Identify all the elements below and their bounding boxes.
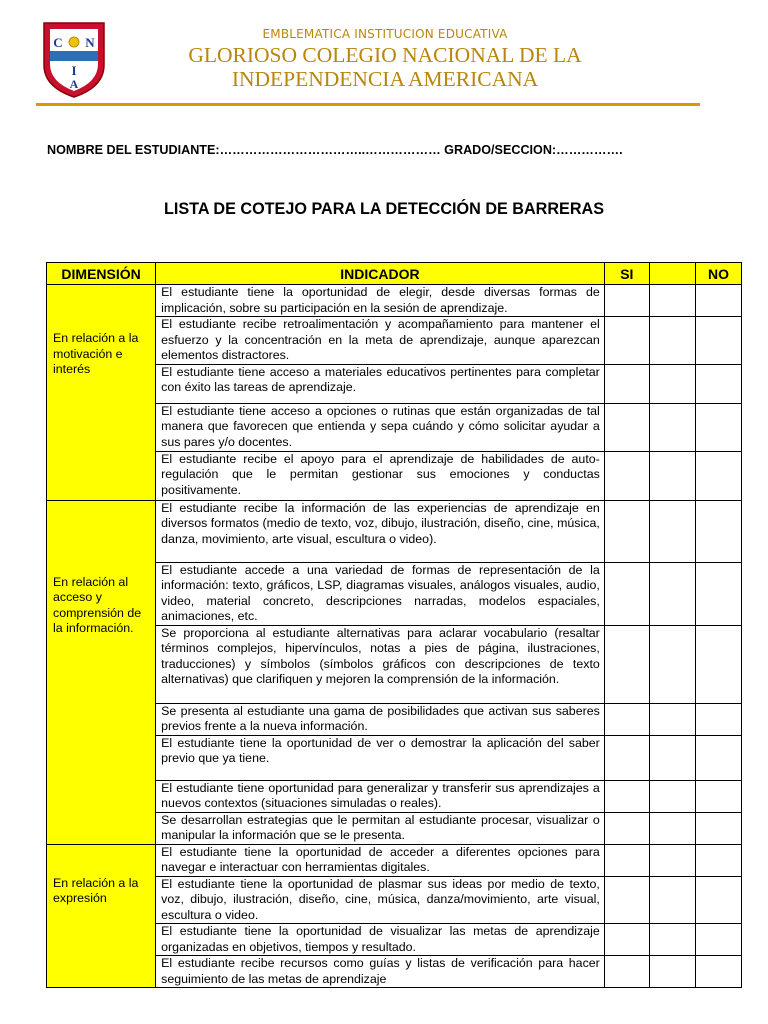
indicator-cell: El estudiante tiene la oportunidad de plasmar sus ideas por medio de texto, voz, dibujo, ilustración, diseño, cine, música, danza/movimiento, arte visual, escultura o video.: [156, 876, 605, 924]
no-checkbox-cell[interactable]: [695, 562, 741, 625]
blank-checkbox-cell[interactable]: [649, 451, 695, 500]
indicator-cell: Se presenta al estudiante una gama de posibilidades que activan sus saberes previos frente a la nueva información.: [156, 703, 605, 735]
blank-checkbox-cell[interactable]: [649, 562, 695, 625]
no-checkbox-cell[interactable]: [695, 500, 741, 562]
checklist-row: [47, 500, 742, 562]
no-checkbox-cell[interactable]: [695, 317, 741, 365]
blank-checkbox-cell[interactable]: [649, 876, 695, 924]
indicator-cell: El estudiante recibe recursos como guías y listas de verificación para hacer seguimiento de las metas de aprendizaje: [156, 956, 605, 988]
checklist-table: [46, 262, 742, 988]
dimension-label: En relación a la motivación e interés: [53, 331, 139, 376]
no-checkbox-cell[interactable]: [695, 703, 741, 735]
no-checkbox-cell[interactable]: [695, 780, 741, 812]
school-title: [120, 43, 650, 91]
si-checkbox-cell[interactable]: [604, 956, 649, 988]
logo-letter-1: C: [53, 35, 63, 50]
si-checkbox-cell[interactable]: [604, 317, 649, 365]
header-divider: [36, 103, 700, 106]
no-checkbox-cell[interactable]: [695, 625, 741, 703]
column-header-blank: [649, 263, 695, 285]
checklist-row: [47, 844, 742, 876]
no-checkbox-cell[interactable]: [695, 735, 741, 780]
indicator-cell: El estudiante tiene oportunidad para generalizar y transferir sus aprendizajes a nuevos contextos (situaciones simuladas o reales).: [156, 780, 605, 812]
indicator-cell: El estudiante tiene la oportunidad de elegir, desde diversas formas de implicación, sobre su participación en la sesión de aprendizaje.: [156, 285, 605, 317]
si-checkbox-cell[interactable]: [604, 364, 649, 403]
blank-checkbox-cell[interactable]: [649, 844, 695, 876]
column-header-si: SI: [604, 263, 649, 285]
no-checkbox-cell[interactable]: [695, 451, 741, 500]
dimension-cell: [47, 500, 156, 844]
dimension-label: En relación al acceso y comprensión de la información.: [53, 574, 142, 635]
si-checkbox-cell[interactable]: [604, 844, 649, 876]
column-header-indicator: INDICADOR: [156, 263, 605, 285]
indicator-cell: El estudiante accede a una variedad de formas de representación de la información: texto, gráficos, LSP, diagramas visuales, análogos visuales, audio, video, material concreto, descripciones narradas, modelos espaciales, animaciones, etc.: [156, 562, 605, 625]
dimension-cell: [47, 844, 156, 988]
logo-letter-4: A: [69, 77, 79, 91]
table-header-row: [47, 263, 742, 285]
si-checkbox-cell[interactable]: [604, 562, 649, 625]
si-checkbox-cell[interactable]: [604, 451, 649, 500]
no-checkbox-cell[interactable]: [695, 924, 741, 956]
dimension-label: En relación a la expresión: [53, 875, 139, 905]
blank-checkbox-cell[interactable]: [649, 364, 695, 403]
school-crest-logo: [38, 19, 110, 99]
blank-checkbox-cell[interactable]: [649, 703, 695, 735]
blank-checkbox-cell[interactable]: [649, 317, 695, 365]
si-checkbox-cell[interactable]: [604, 780, 649, 812]
no-checkbox-cell[interactable]: [695, 285, 741, 317]
si-checkbox-cell[interactable]: [604, 403, 649, 451]
no-checkbox-cell[interactable]: [695, 876, 741, 924]
school-title-line-2: INDEPENDENCIA AMERICANA: [231, 67, 539, 91]
blank-checkbox-cell[interactable]: [649, 285, 695, 317]
si-checkbox-cell[interactable]: [604, 924, 649, 956]
checklist-body: [47, 285, 742, 988]
si-checkbox-cell[interactable]: [604, 500, 649, 562]
indicator-cell: El estudiante recibe la información de las experiencias de aprendizaje en diversos formatos (medio de texto, voz, dibujo, ilustración, diseño, cine, música, danza, movimiento, arte visual, escultura o video).: [156, 500, 605, 562]
document-title: LISTA DE COTEJO PARA LA DETECCIÓN DE BARRERAS: [163, 200, 605, 218]
si-checkbox-cell[interactable]: [604, 285, 649, 317]
school-header: [0, 0, 768, 110]
school-title-line-1: GLORIOSO COLEGIO NACIONAL DE LA: [188, 43, 582, 67]
student-info-line: NOMBRE DEL ESTUDIANTE:……………………………..……………… GRADO/SECCION:…………….: [47, 143, 623, 157]
si-checkbox-cell[interactable]: [604, 625, 649, 703]
indicator-cell: El estudiante tiene la oportunidad de acceder a diferentes opciones para navegar e interactuar con herramientas digitales.: [156, 844, 605, 876]
checklist-row: [47, 285, 742, 317]
indicator-cell: El estudiante tiene acceso a materiales educativos pertinentes para completar con éxito las tareas de aprendizaje.: [156, 364, 605, 403]
blank-checkbox-cell[interactable]: [649, 780, 695, 812]
column-header-no: NO: [695, 263, 741, 285]
indicator-cell: Se desarrollan estrategias que le permitan al estudiante procesar, visualizar o manipular la información que se le presenta.: [156, 812, 605, 844]
si-checkbox-cell[interactable]: [604, 812, 649, 844]
no-checkbox-cell[interactable]: [695, 956, 741, 988]
blank-checkbox-cell[interactable]: [649, 735, 695, 780]
si-checkbox-cell[interactable]: [604, 703, 649, 735]
indicator-cell: El estudiante tiene acceso a opciones o rutinas que están organizadas de tal manera que favorecen que entienda y sepa cuándo y cómo solicitar ayudar a sus pares y/o docentes.: [156, 403, 605, 451]
column-header-dimension: DIMENSIÓN: [47, 263, 156, 285]
indicator-cell: El estudiante tiene la oportunidad de visualizar las metas de aprendizaje organizadas en objetivos, tiempos y resultado.: [156, 924, 605, 956]
blank-checkbox-cell[interactable]: [649, 924, 695, 956]
indicator-cell: Se proporciona al estudiante alternativas para aclarar vocabulario (resaltar términos complejos, hipervínculos, notas a pies de página, ilustraciones, traducciones) y símbolos (símbolos gráficos con descripciones de texto alternativas) que clarifiquen y mejoren la comprensión de la información.: [156, 625, 605, 703]
school-subtitle: EMBLEMATICA INSTITUCION EDUCATIVA: [262, 27, 508, 41]
no-checkbox-cell[interactable]: [695, 403, 741, 451]
blank-checkbox-cell[interactable]: [649, 812, 695, 844]
logo-letter-2: N: [85, 35, 95, 50]
blank-checkbox-cell[interactable]: [649, 625, 695, 703]
logo-letter-3: I: [71, 63, 77, 78]
blank-checkbox-cell[interactable]: [649, 956, 695, 988]
indicator-cell: El estudiante recibe retroalimentación y acompañamiento para mantener el esfuerzo y la concentración en la meta de aprendizaje, aunque aparezcan elementos distractores.: [156, 317, 605, 365]
indicator-cell: El estudiante tiene la oportunidad de ver o demostrar la aplicación del saber previo que ya tiene.: [156, 735, 605, 780]
si-checkbox-cell[interactable]: [604, 735, 649, 780]
no-checkbox-cell[interactable]: [695, 812, 741, 844]
si-checkbox-cell[interactable]: [604, 876, 649, 924]
indicator-cell: El estudiante recibe el apoyo para el aprendizaje de habilidades de auto-regulación que le permitan gestionar sus emociones y conductas positivamente.: [156, 451, 605, 500]
no-checkbox-cell[interactable]: [695, 844, 741, 876]
no-checkbox-cell[interactable]: [695, 364, 741, 403]
blank-checkbox-cell[interactable]: [649, 403, 695, 451]
blank-checkbox-cell[interactable]: [649, 500, 695, 562]
dimension-cell: [47, 285, 156, 501]
